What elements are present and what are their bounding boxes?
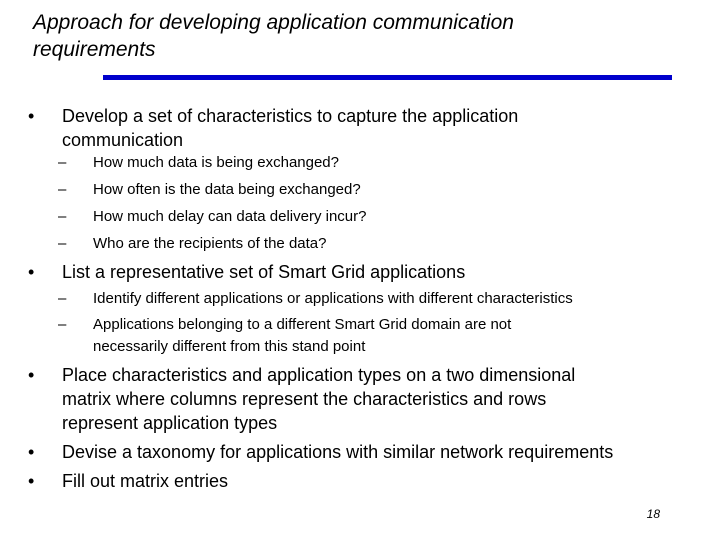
- slide-title: [33, 9, 673, 63]
- dash-icon: –: [58, 290, 67, 307]
- slide-title-line-2: requirements: [33, 38, 156, 61]
- bullet-5-text: Fill out matrix entries: [62, 471, 229, 491]
- title-underline: [103, 75, 672, 80]
- bullet-3-line-3: represent application types: [62, 413, 278, 433]
- bullet-1-line-1: Develop a set of characteristics to capture the application: [62, 106, 519, 126]
- bullet-4-text: Devise a taxonomy for applications with similar network requirements: [62, 442, 614, 462]
- dash-icon: –: [58, 154, 67, 171]
- bullet-1-text: [62, 104, 702, 152]
- bullet-3-line-2: matrix where columns represent the characteristics and rows: [62, 389, 547, 409]
- bullet-icon: •: [28, 365, 35, 385]
- bullet-icon: •: [28, 442, 35, 462]
- bullet-icon: •: [28, 262, 35, 282]
- sub-bullet-2-2-line-2: necessarily different from this stand point: [93, 338, 366, 355]
- sub-bullet-2-1: Identify different applications or applications with different characteristics: [93, 290, 573, 307]
- sub-bullet-1-2: How often is the data being exchanged?: [93, 181, 361, 198]
- bullet-1-line-2: communication: [62, 130, 184, 150]
- sub-bullet-1-3: How much delay can data delivery incur?: [93, 208, 367, 225]
- dash-icon: –: [58, 181, 67, 198]
- sub-bullet-2-2-line-1: Applications belonging to a different Smart Grid domain are not: [93, 316, 512, 333]
- sub-bullet-1-1: How much data is being exchanged?: [93, 154, 339, 171]
- bullet-3-text: [62, 363, 702, 435]
- page-number: 18: [646, 507, 660, 521]
- dash-icon: –: [58, 208, 67, 225]
- bullet-2-text: List a representative set of Smart Grid applications: [62, 262, 466, 282]
- sub-bullet-2-2: [93, 314, 703, 358]
- sub-bullet-1-4: Who are the recipients of the data?: [93, 235, 327, 252]
- slide-title-line-1: Approach for developing application communication: [33, 11, 514, 34]
- bullet-icon: •: [28, 106, 35, 126]
- dash-icon: –: [58, 235, 67, 252]
- bullet-icon: •: [28, 471, 35, 491]
- dash-icon: –: [58, 316, 67, 333]
- bullet-3-line-1: Place characteristics and application types on a two dimensional: [62, 365, 576, 385]
